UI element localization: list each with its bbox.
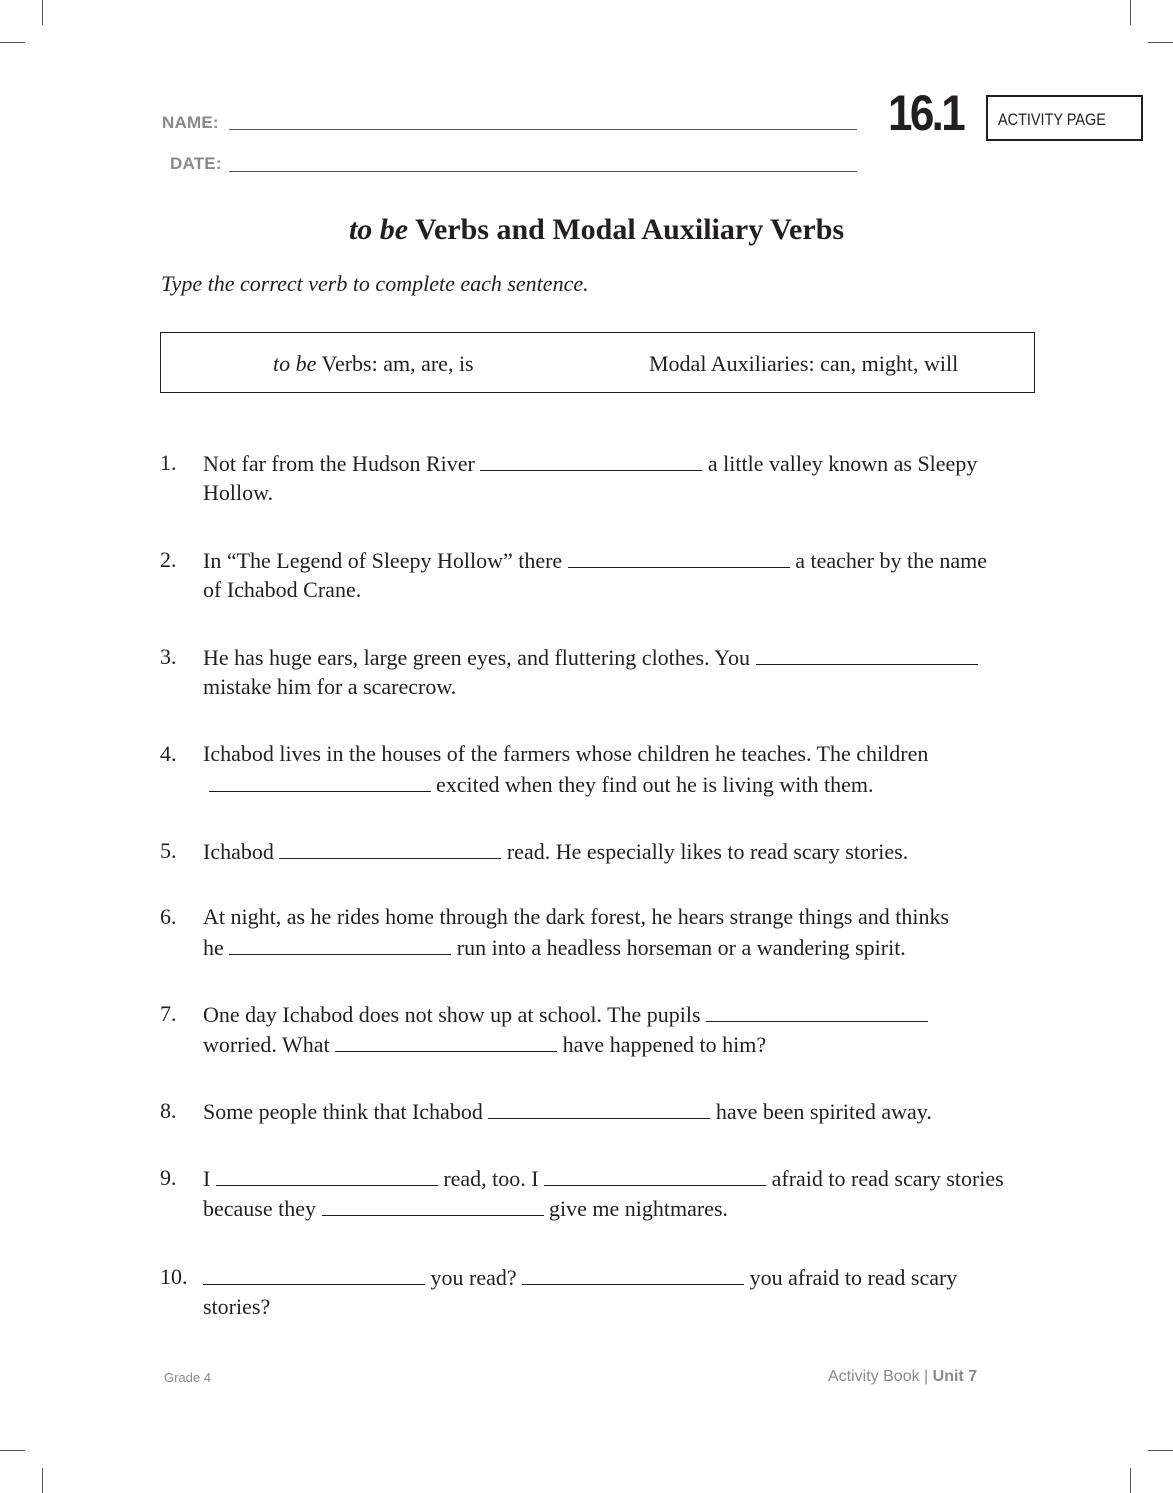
question-text: stories? <box>203 1294 271 1319</box>
date-label: DATE: <box>170 154 222 173</box>
question-text-line <box>203 932 906 963</box>
question-text: have happened to him? <box>557 1032 767 1057</box>
question-text-line <box>203 1262 957 1293</box>
footer-grade: Grade 4 <box>164 1370 211 1385</box>
question-text: I <box>203 1166 216 1191</box>
answer-blank[interactable] <box>568 545 790 568</box>
to-be-list: Verbs: am, are, is <box>316 351 474 376</box>
crop-mark <box>1130 1468 1131 1493</box>
question-text: Some people think that Ichabod <box>203 1099 489 1124</box>
question-text: a teacher by the name <box>789 548 987 573</box>
activity-page-badge <box>986 95 1143 141</box>
question-text: excited when they find out he is living with them. <box>430 772 874 797</box>
footer-unit: Unit 7 <box>932 1368 978 1385</box>
instructions: Type the correct verb to complete each sentence. <box>161 271 589 296</box>
question-text: he <box>203 935 230 960</box>
crop-mark <box>42 1468 43 1493</box>
name-field[interactable] <box>229 129 857 130</box>
question-text: you read? <box>425 1265 523 1290</box>
modal-auxiliaries: Modal Auxiliaries: can, might, will <box>649 351 959 376</box>
answer-blank[interactable] <box>279 836 501 859</box>
question-text: He has huge ears, large green eyes, and fluttering clothes. You <box>203 645 756 670</box>
question-text: because they <box>203 1196 322 1221</box>
question-text: run into a headless horseman or a wandering spirit. <box>451 935 906 960</box>
question-text: One day Ichabod does not show up at school. The pupils <box>203 1002 707 1027</box>
answer-blank[interactable] <box>209 769 431 792</box>
question-text-line <box>203 478 273 508</box>
page-title <box>0 213 1173 247</box>
question-number: 2. <box>160 547 177 572</box>
page-number: 16.1 <box>888 85 964 141</box>
question-text: read. He especially likes to read scary stories. <box>501 839 909 864</box>
question-text-line <box>203 902 949 932</box>
question-text-line <box>203 642 978 673</box>
question-number: 8. <box>160 1098 177 1123</box>
question-text-line <box>203 836 908 867</box>
question-text-line <box>203 575 361 605</box>
question-text: a little valley known as Sleepy <box>702 451 978 476</box>
question-text: Ichabod lives in the houses of the farmers whose children he teaches. The children <box>203 741 929 766</box>
answer-blank[interactable] <box>480 448 702 471</box>
answer-blank[interactable] <box>216 1163 438 1186</box>
crop-mark <box>1148 1450 1173 1451</box>
question-number: 6. <box>160 904 177 929</box>
word-bank-box <box>160 332 1035 393</box>
question-text-line <box>203 1292 270 1322</box>
answer-blank[interactable] <box>203 1262 425 1285</box>
date-field[interactable] <box>229 171 857 172</box>
question-text-line <box>203 1163 1004 1194</box>
answer-blank[interactable] <box>229 932 451 955</box>
question-text: At night, as he rides home through the dark forest, he hears strange things and thinks <box>203 904 950 929</box>
question-text: read, too. I <box>437 1166 545 1191</box>
crop-mark <box>0 1450 25 1451</box>
question-number: 3. <box>160 644 177 669</box>
crop-mark <box>0 42 25 43</box>
to-be-italic: to be <box>273 351 317 376</box>
activity-page-label: ACTIVITY PAGE <box>998 110 1106 129</box>
question-text: you afraid to read scary <box>744 1265 958 1290</box>
question-text-line <box>203 739 928 769</box>
question-number: 1. <box>160 450 177 475</box>
question-text: Not far from the Hudson River <box>203 451 481 476</box>
name-label: NAME: <box>162 113 219 132</box>
question-number: 10. <box>160 1264 188 1289</box>
question-text-line <box>203 545 987 576</box>
question-text-line <box>203 448 977 479</box>
question-number: 7. <box>160 1001 177 1026</box>
question-text: Hollow. <box>203 480 274 505</box>
footer-separator: | <box>919 1368 933 1385</box>
answer-blank[interactable] <box>488 1096 710 1119</box>
question-number: 4. <box>160 741 177 766</box>
answer-blank[interactable] <box>335 1029 557 1052</box>
question-text: In “The Legend of Sleepy Hollow” there <box>203 548 568 573</box>
answer-blank[interactable] <box>544 1163 766 1186</box>
answer-blank[interactable] <box>706 999 928 1022</box>
title-rest: Verbs and Modal Auxiliary Verbs <box>408 213 845 246</box>
answer-blank[interactable] <box>756 642 978 665</box>
question-text: mistake him for a scarecrow. <box>203 674 457 699</box>
question-text: afraid to read scary stories <box>766 1166 1004 1191</box>
footer-book-title: Activity Book <box>828 1368 920 1385</box>
question-text-line <box>203 999 928 1030</box>
question-text-line <box>203 1029 766 1060</box>
to-be-verbs <box>273 351 474 377</box>
crop-mark <box>1148 42 1173 43</box>
question-text: of Ichabod Crane. <box>203 577 362 602</box>
question-text-line <box>203 1096 932 1127</box>
title-italic: to be <box>348 213 409 246</box>
footer-book <box>828 1368 977 1386</box>
question-text: give me nightmares. <box>543 1196 729 1221</box>
answer-blank[interactable] <box>322 1193 544 1216</box>
answer-blank[interactable] <box>522 1262 744 1285</box>
question-text: worried. What <box>203 1032 336 1057</box>
question-text-line <box>203 769 873 800</box>
crop-mark <box>1130 0 1131 25</box>
crop-mark <box>42 0 43 25</box>
question-text-line <box>203 1193 728 1224</box>
question-number: 9. <box>160 1165 177 1190</box>
question-text: have been spirited away. <box>710 1099 932 1124</box>
question-number: 5. <box>160 838 177 863</box>
question-text-line <box>203 672 456 702</box>
question-text: Ichabod <box>203 839 280 864</box>
